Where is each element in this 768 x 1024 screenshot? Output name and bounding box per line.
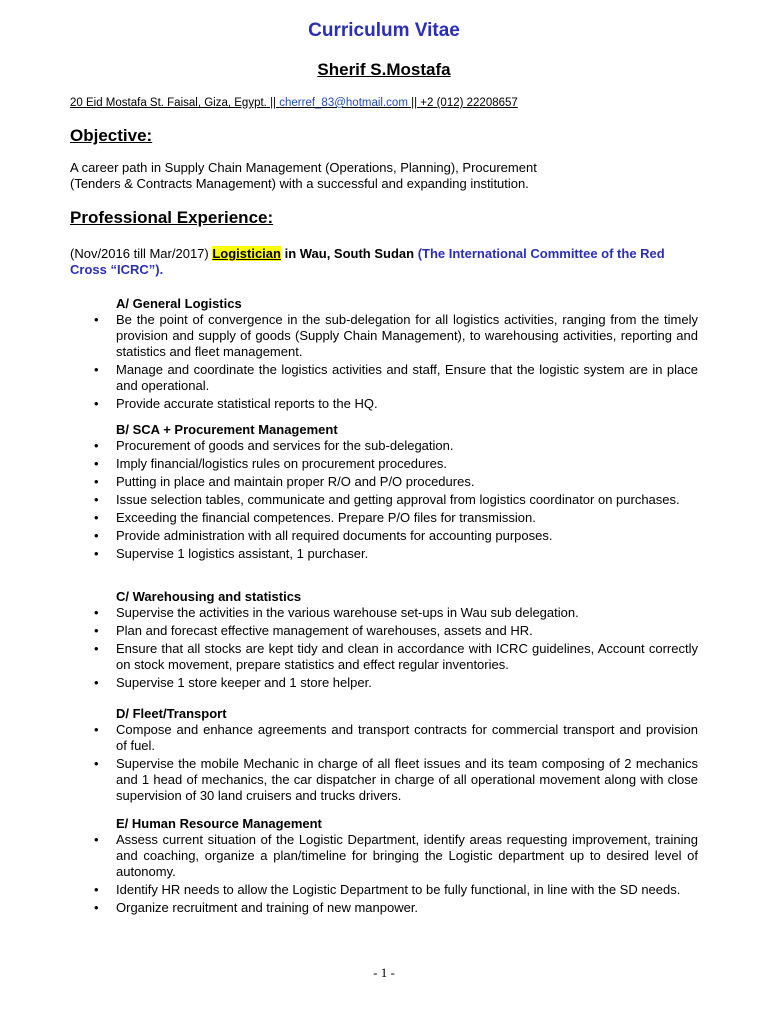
bullet-icon: • — [94, 510, 99, 525]
bullet-icon: • — [94, 623, 99, 638]
list-item: • Supervise the activities in the various warehouse set-ups in Wau sub delegation. — [94, 605, 579, 620]
experience-heading: Professional Experience: — [70, 208, 274, 227]
list-item: • Issue selection tables, communicate and getting approval from logistics coordinator on purchases. — [94, 492, 680, 507]
bullet-icon: • — [94, 474, 99, 489]
document-title: Curriculum Vitae — [308, 20, 460, 41]
list-item: • Exceeding the financial competences. Prepare P/O files for transmission. — [94, 510, 536, 525]
bullet-icon: • — [94, 882, 99, 897]
list-item: • Provide administration with all required documents for accounting purposes. — [94, 528, 553, 543]
list-item: • Imply financial/logistics rules on procurement procedures. — [94, 456, 447, 471]
section-hr-management — [92, 816, 698, 918]
section-title: E/ Human Resource Management — [116, 816, 322, 831]
address: 20 Eid Mostafa St. Faisal, Giza, Egypt. — [70, 97, 267, 109]
candidate-name: Sherif S.Mostafa — [317, 60, 451, 79]
list-item: • Compose and enhance agreements and transport contracts for commercial transport and provision of fuel. — [94, 722, 698, 753]
objective-heading: Objective: — [70, 126, 153, 145]
bullet-icon: • — [94, 546, 99, 561]
bullet-icon: • — [94, 641, 99, 656]
bullet-icon: • — [94, 438, 99, 453]
job-location: in Wau, South Sudan — [280, 246, 418, 261]
bullet-icon: • — [94, 605, 99, 620]
list-item: • Be the point of convergence in the sub-delegation for all logistics activities, ranging from the timely provision and supply of goods (Supply Chain Management), to warehousing activities, reporting and statistics and fleet management. — [94, 312, 698, 359]
job-role: Logistician — [212, 246, 281, 261]
bullet-icon: • — [94, 756, 99, 771]
bullet-icon: • — [94, 900, 99, 915]
bullet-icon: • — [94, 492, 99, 507]
job-organization: (The International Committee of the Red Cross “ICRC”). — [70, 246, 665, 277]
list-item: • Supervise 1 store keeper and 1 store helper. — [94, 675, 372, 690]
bullet-icon: • — [94, 675, 99, 690]
list-item: • Supervise the mobile Mechanic in charge of all fleet issues and its team composing of 2 mechanics and 1 head of mechanics, the car dispatcher in charge of all operational movement along with close supervision of 30 land cruisers and trucks drivers. — [94, 756, 698, 803]
section-general-logistics — [92, 296, 698, 414]
bullet-icon: • — [94, 362, 99, 377]
section-title: C/ Warehousing and statistics — [116, 589, 302, 604]
section-procurement — [92, 422, 698, 564]
list-item: • Identify HR needs to allow the Logistic Department to be fully functional, in line with the SD needs. — [94, 882, 681, 897]
contact-line: 20 Eid Mostafa St. Faisal, Giza, Egypt. || cherref_83@hotmail.com || +2 (012) 22208657 — [70, 97, 518, 109]
list-item: • Manage and coordinate the logistics activities and staff, Ensure that the logistic system are in place and operational. — [94, 362, 698, 393]
bullet-icon: • — [94, 528, 99, 543]
list-item: • Ensure that all stocks are kept tidy and clean in accordance with ICRC guidelines, Account correctly on stock movement, prepare statistics and effect regular inventories. — [94, 641, 698, 672]
section-title: A/ General Logistics — [116, 296, 242, 311]
bullet-icon: • — [94, 396, 99, 411]
page-number: - 1 - — [373, 965, 395, 980]
phone: +2 (012) 22208657 — [420, 97, 518, 109]
objective-text: A career path in Supply Chain Management (Operations, Planning), Procurement (Tenders & Contracts Management) with a successful and expanding institution. — [70, 160, 537, 191]
bullet-icon: • — [94, 832, 99, 847]
list-item: • Putting in place and maintain proper R/O and P/O procedures. — [94, 474, 475, 489]
bullet-icon: • — [94, 312, 99, 327]
list-item: • Provide accurate statistical reports to the HQ. — [94, 396, 378, 411]
email-link[interactable]: cherref_83@hotmail.com — [279, 97, 408, 109]
bullet-icon: • — [94, 722, 99, 737]
list-item: • Plan and forecast effective management of warehouses, assets and HR. — [94, 623, 533, 638]
list-item: • Organize recruitment and training of new manpower. — [94, 900, 419, 915]
list-item: • Supervise 1 logistics assistant, 1 purchaser. — [94, 546, 369, 561]
job-title-line — [70, 246, 698, 278]
list-item: • Procurement of goods and services for the sub-delegation. — [94, 438, 454, 453]
list-item: • Assess current situation of the Logistic Department, identify areas requesting improvement, training and coaching, organize a plan/timeline for bringing the Logistic department up to desired level of autonomy. — [94, 832, 698, 879]
bullet-icon: • — [94, 456, 99, 471]
job-period: (Nov/2016 till Mar/2017) — [70, 246, 213, 261]
section-title: D/ Fleet/Transport — [116, 706, 227, 721]
section-fleet-transport — [92, 706, 698, 806]
section-title: B/ SCA + Procurement Management — [116, 422, 338, 437]
section-warehousing — [92, 589, 698, 693]
